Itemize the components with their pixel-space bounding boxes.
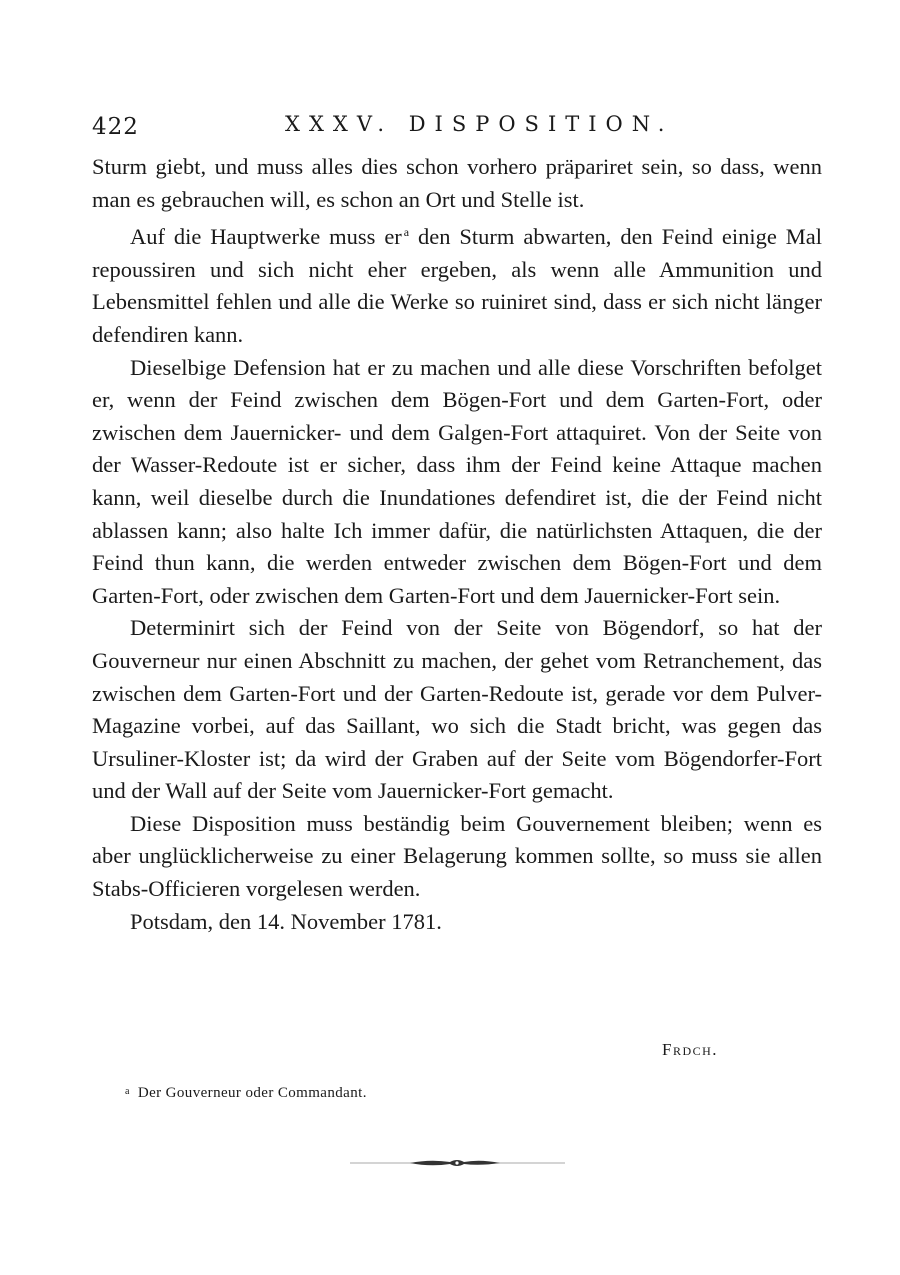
paragraph-determinirt: Determinirt sich der Feind von der Seite von Bögendorf, so hat der Gouverneur nur einen Abschnitt zu machen, der gehet vom Retranchement, das zwischen dem Garten-Fort und der Garten-Redoute ist, gerade vor dem Pulver-Magazine vorbei, auf das Saillant, wo sich die Stadt bricht, was gegen das Ursuliner-Kloster ist; da wird der Graben auf der Seite vom Bögendorfer-Fort und der Wall auf der Seite vom Jauernicker-Fort gemacht.	[92, 615, 822, 804]
ornament-divider	[350, 1156, 565, 1170]
paragraph-continued: Sturm giebt, und muss alles dies schon vorhero präpariret sein, so dass, wenn man es gebrauchen will, es schon an Ort und Stelle ist.	[92, 154, 822, 212]
footnote-reference: a	[403, 225, 410, 240]
paragraph-disposition: Diese Disposition muss beständig beim Gouvernement bleiben; wenn es aber unglücklicherweise zu einer Belagerung kommen sollte, so muss sie allen Stabs-Officieren vorgelesen werden.	[92, 810, 822, 902]
paragraph-text: den Sturm abwarten, den Feind einige Mal repoussiren und sich nicht eher ergeben, als wenn alle Ammunition und Lebensmittel fehlen und alle die Werke so ruiniret sind, dass er sich nicht länger defendiren kann.	[92, 224, 822, 347]
paragraph-hauptwerke	[92, 216, 822, 351]
page-number: 422	[92, 114, 139, 140]
paragraph-defension: Dieselbige Defension hat er zu machen und alle diese Vorschriften befolget er, wenn der Feind zwischen dem Bögen-Fort und dem Garten-Fort, oder zwischen dem Jauernicker- und dem Galgen-Fort attaquiret. Von der Seite von der Wasser-Redoute ist er sicher, dass ihm der Feind keine Attaque machen kann, weil dieselbe durch die Inundationes defendiret ist, die der Feind nicht ablassen kann; also halte Ich immer dafür, die natürlichsten Attaquen, die der Feind thun kann, die werden entweder zwischen dem Bögen-Fort und dem Garten-Fort, oder zwischen dem Garten-Fort und dem Jauernicker-Fort sein.	[92, 354, 822, 608]
body-text	[92, 151, 822, 938]
signature: Frdch.	[662, 1040, 719, 1059]
footnote-mark: a	[125, 1086, 130, 1097]
date-line: Potsdam, den 14. November 1781.	[130, 908, 442, 934]
paragraph-text: Auf die Hauptwerke muss er	[130, 224, 402, 250]
footnote	[125, 1085, 367, 1102]
footnote-text: Der Gouverneur oder Commandant.	[137, 1085, 367, 1101]
running-head: XXXV. DISPOSITION.	[285, 112, 674, 136]
